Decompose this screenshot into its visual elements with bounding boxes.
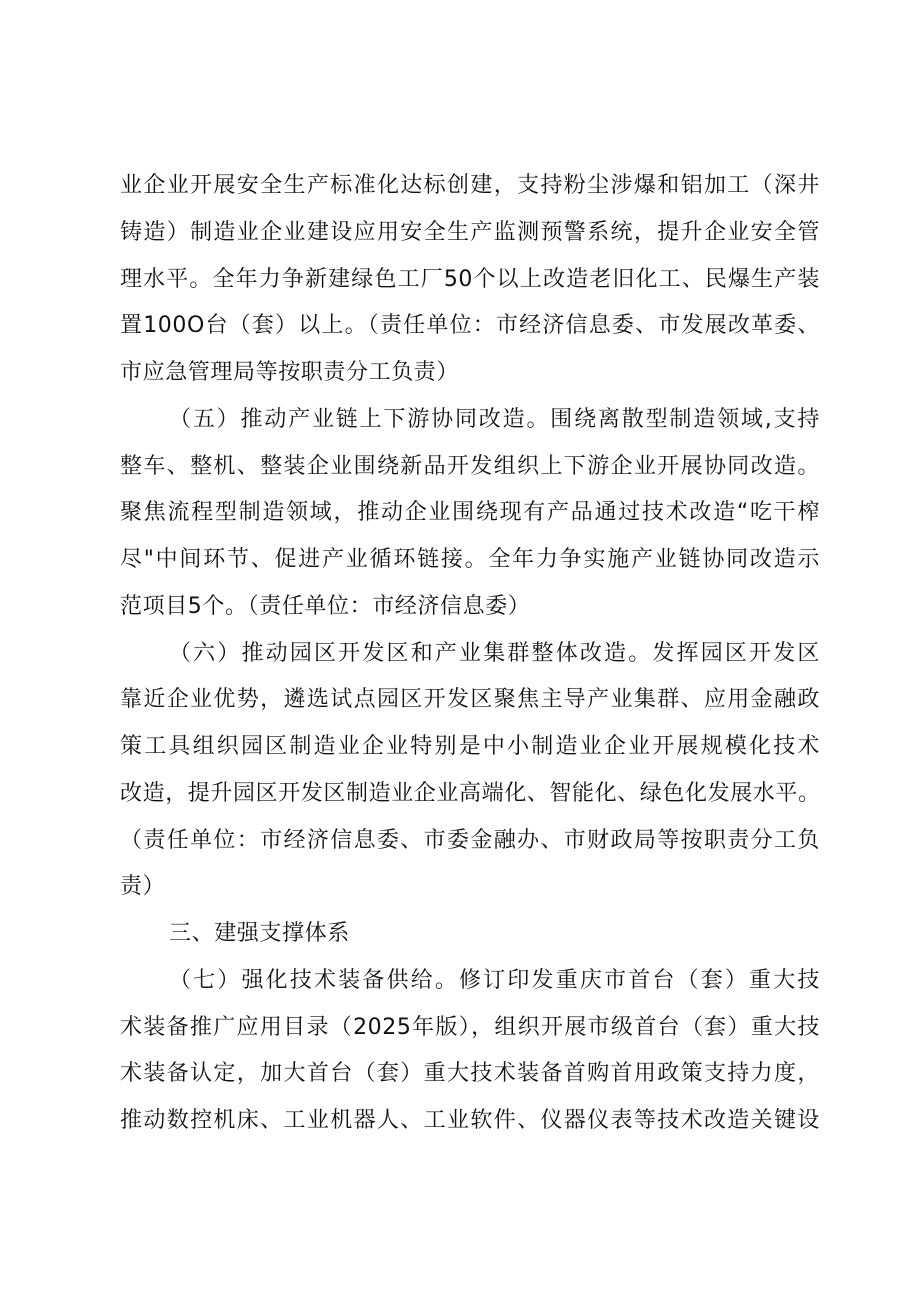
text-line-9: 尽"中间环节、促进产业循环链接。全年力争实施产业链协同改造示 — [120, 547, 820, 572]
text-line-19: 术装备推广应用目录（2025年版），组织开展市级首台（套）重大技 — [120, 1015, 820, 1040]
text-line-18: （七）强化技术装备供给。修订印发重庆市首台（套）重大技 — [169, 968, 820, 993]
text-line-12: 靠近企业优势，遴选试点园区开发区聚焦主导产业集群、应用金融政 — [120, 687, 820, 712]
text-line-14: 改造，提升园区开发区制造业企业高端化、智能化、绿色化发展水平。 — [120, 781, 821, 806]
text-line-20: 术装备认定，加大首台（套）重大技术装备首购首用政策支持力度， — [120, 1061, 820, 1086]
text-line-3: 理水平。全年力争新建绿色工厂50个以上改造老旧化工、民爆生产装 — [120, 267, 820, 292]
text-line-7: 整车、整机、整装企业围绕新品开发组织上下游企业开展协同改造。 — [120, 454, 820, 479]
text-line-4: 置100O台（套）以上。（责任单位：市经济信息委、市发展改革委、 — [120, 313, 820, 338]
text-line-1: 业企业开展安全生产标准化达标创建，支持粉尘涉爆和铝加工（深井 — [120, 173, 820, 198]
text-line-2: 铸造）制造业企业建设应用安全生产监测预警系统，提升企业安全管 — [120, 220, 820, 245]
text-line-16: 责） — [120, 874, 166, 899]
section-heading: 三、建强支撑体系 — [169, 921, 350, 946]
text-line-11: （六）推动园区开发区和产业集群整体改造。发挥园区开发区 — [169, 641, 820, 666]
text-line-13: 策工具组织园区制造业企业特别是中小制造业企业开展规模化技术 — [120, 734, 820, 759]
text-line-21: 推动数控机床、工业机器人、工业软件、仪器仪表等技术改造关键设 — [120, 1108, 820, 1133]
text-line-6: （五）推动产业链上下游协同改造。围绕离散型制造领域,支持 — [169, 407, 820, 432]
text-line-10: 范项目5个。（责任单位：市经济信息委） — [120, 594, 531, 619]
text-line-5: 市应急管理局等按职责分工负责） — [120, 360, 460, 385]
text-line-15: （责任单位：市经济信息委、市委金融办、市财政局等按职责分工负 — [120, 828, 820, 853]
text-line-8: 聚焦流程型制造领域，推动企业围绕现有产品通过技术改造“吃干榨 — [120, 500, 820, 525]
